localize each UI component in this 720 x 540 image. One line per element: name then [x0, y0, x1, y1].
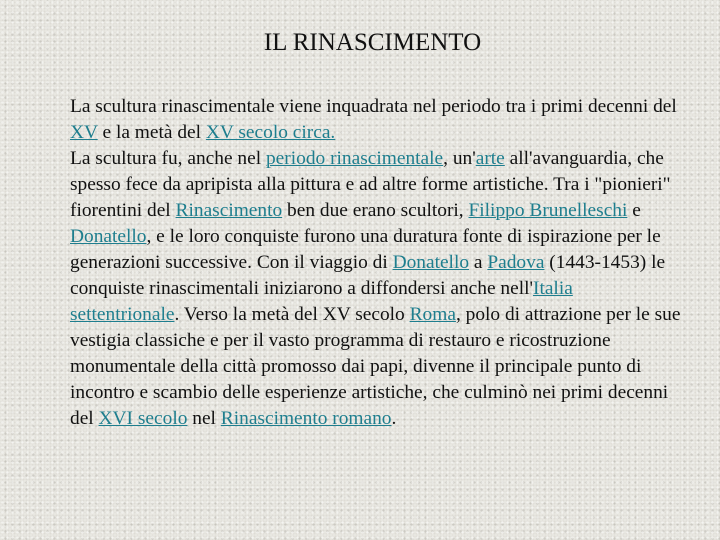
text-segment: , un' — [443, 148, 476, 169]
link-donatello-2[interactable]: Donatello — [392, 252, 470, 273]
paragraph-intro — [70, 94, 685, 146]
text-segment: , e le loro conquiste furono una duratura fonte di ispirazione per le generazioni successive. Con il viaggio di — [70, 226, 661, 273]
text-segment: , polo di attrazione per le sue vestigia classiche e per il vasto programma di restauro e ricostruzione monumentale della città promosso dai papi, divenne il principale punto di incontro e scambio delle esperienze artistiche, che culminò nei primi decenni del — [70, 304, 681, 429]
paragraph-main — [70, 146, 685, 432]
link-arte[interactable]: arte — [475, 148, 505, 169]
text-segment: e — [627, 200, 641, 221]
link-xvi-secolo[interactable]: XVI secolo — [98, 408, 188, 429]
link-roma[interactable]: Roma — [409, 304, 456, 325]
text-segment: a — [469, 252, 488, 273]
page-title: IL RINASCIMENTO — [263, 29, 482, 56]
text-segment: (1443-1453) le conquiste rinascimentali iniziarono a diffondersi anche nell' — [70, 252, 666, 299]
link-rinascimento-romano[interactable]: Rinascimento romano — [220, 408, 392, 429]
body-text — [70, 94, 685, 432]
link-rinascimento[interactable]: Rinascimento — [175, 200, 283, 221]
text-segment: e la metà del — [97, 122, 206, 143]
link-padova[interactable]: Padova — [487, 252, 545, 273]
link-xv-secolo-circa[interactable]: XV secolo circa. — [205, 122, 336, 143]
text-segment: La scultura rinascimentale viene inquadrata nel periodo tra i primi decenni del — [70, 96, 677, 117]
text-segment: La scultura fu, anche nel — [70, 148, 266, 169]
link-filippo-brunelleschi[interactable]: Filippo Brunelleschi — [468, 200, 628, 221]
text-segment: nel — [187, 408, 221, 429]
text-segment: ben due erano scultori, — [282, 200, 469, 221]
link-periodo-rinascimentale[interactable]: periodo rinascimentale — [265, 148, 444, 169]
text-segment: . Verso la metà del XV secolo — [174, 304, 410, 325]
link-donatello[interactable]: Donatello — [70, 226, 147, 247]
text-segment: all'avanguardia, che spesso fece da apripista alla pittura e ad altre forme artistiche. Tra i "pionieri" fiorentini del — [70, 148, 671, 221]
link-xv[interactable]: XV — [70, 122, 98, 143]
link-italia-settentrionale[interactable]: Italia settentrionale — [70, 278, 573, 325]
text-segment: . — [391, 408, 397, 429]
